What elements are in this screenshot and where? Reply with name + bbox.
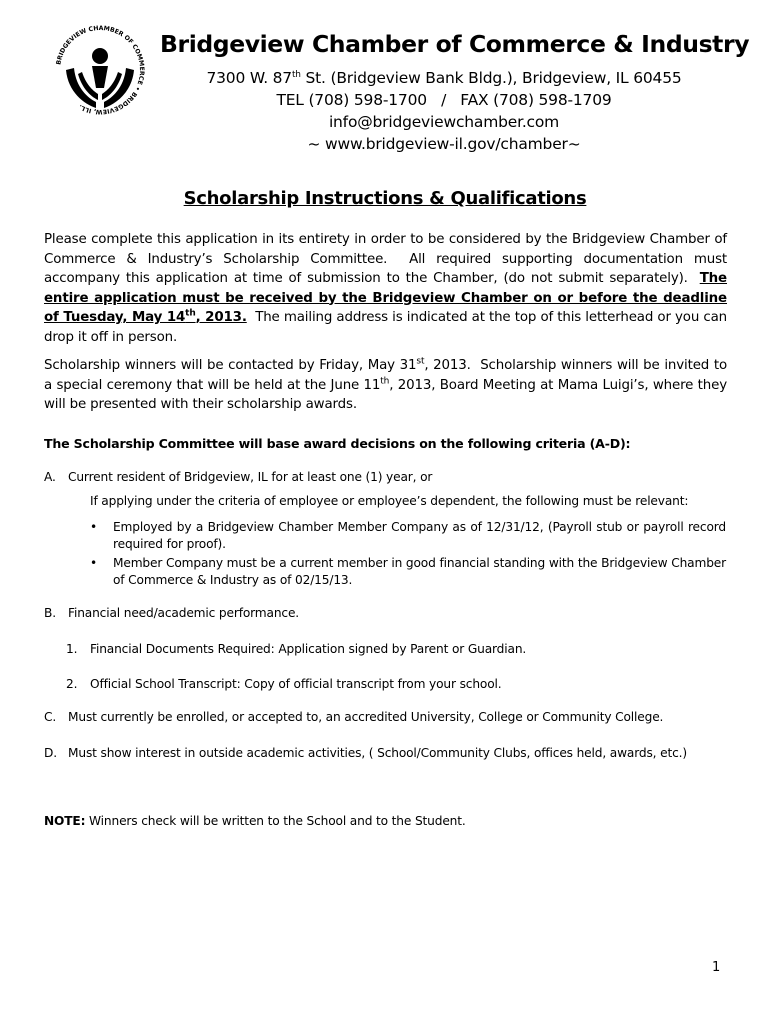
bullet-mark: • <box>90 556 98 570</box>
page-title: Scholarship Instructions & Qualifications <box>183 188 587 209</box>
chamber-logo <box>46 16 154 124</box>
criterion-c: C. Must currently be enrolled, or accepted to, an accredited University, College or Community College. <box>44 710 664 724</box>
address-line: 7300 W. 87th St. (Bridgeview Bank Bldg.), Bridgeview, IL 60455 <box>206 69 682 88</box>
criterion-b-item-1: 1. Financial Documents Required: Application signed by Parent or Guardian. <box>66 642 527 656</box>
criterion-a-subintro: If applying under the criteria of employee or employee’s dependent, the following must be relevant: <box>90 494 689 508</box>
criterion-b: B. Financial need/academic performance. <box>44 606 300 620</box>
bullet-item: • Employed by a Bridgeview Chamber Member Company as of 12/31/12, (Payroll stub or payroll record required for proof). <box>90 520 726 551</box>
criterion-a: A. Current resident of Bridgeview, IL for at least one (1) year, or <box>44 470 433 484</box>
svg-text:BRIDGEVIEW CHAMBER OF COMMERCE: BRIDGEVIEW CHAMBER OF COMMERCE • BRIDGEVIEW, ILL. <box>55 24 146 116</box>
phone-fax-line: TEL (708) 598-1700 / FAX (708) 598-1709 <box>276 91 612 110</box>
note-line: NOTE: Winners check will be written to the School and to the Student. <box>44 814 466 828</box>
criterion-d: D. Must show interest in outside academic activities, ( School/Community Clubs, offices held, awards, etc.) <box>44 746 687 760</box>
instructions-paragraph: Please complete this application in its entirety in order to be considered by the Bridgeview Chamber of Commerce & Industry’s Scholarship Committee. All required supporting documentation must accompany this application at time of submission to the Chamber, (do not submit separately). The entire application must be received by the Bridgeview Chamber on or before the deadline of Tuesday, May 14th, 2013. The mailing address is indicated at the top of this letterhead or you can drop it off in person. <box>44 232 732 345</box>
winners-paragraph: Scholarship winners will be contacted by Friday, May 31st, 2013. Scholarship winners will be invited to a special ceremony that will be held at the June 11th, 2013, Board Meeting at Mama Luigi’s, where they will be presented with their scholarship awards. <box>44 356 732 412</box>
contact-block <box>160 64 728 155</box>
criterion-b-item-2: 2. Official School Transcript: Copy of official transcript from your school. <box>66 677 502 691</box>
email-address: info@bridgeviewchamber.com <box>328 113 560 132</box>
website-address: ~ www.bridgeview-il.gov/chamber~ <box>307 135 581 154</box>
page-number: 1 <box>712 960 721 975</box>
deadline-text: The entire application must be received by the Bridgeview Chamber on or before the deadline of Tuesday, May 14th, 2013. <box>44 271 727 325</box>
bullet-mark: • <box>90 520 98 534</box>
organization-name: Bridgeview Chamber of Commerce & Industry <box>160 30 750 58</box>
bullet-item: • Member Company must be a current member in good financial standing with the Bridgeview Chamber of Commerce & Industry as of 02/15/13. <box>90 556 726 587</box>
criteria-heading: The Scholarship Committee will base award decisions on the following criteria (A-D): <box>44 436 631 451</box>
